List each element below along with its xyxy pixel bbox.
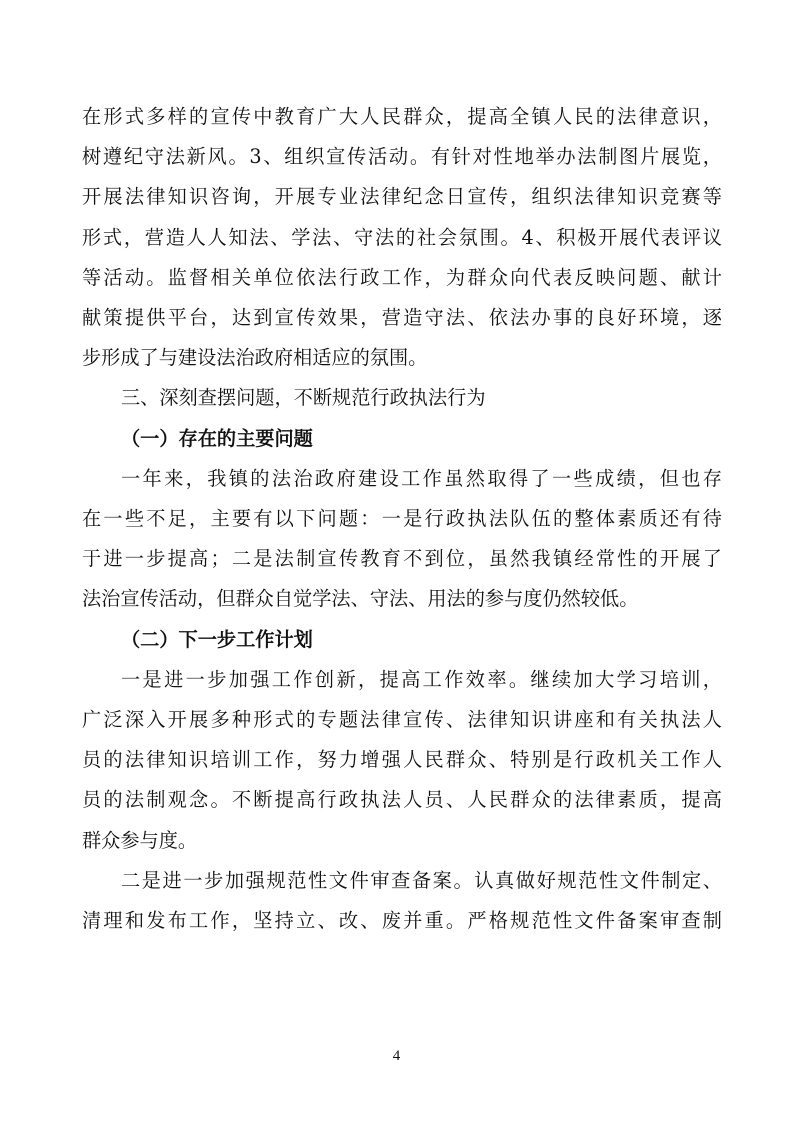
paragraph-line: 广泛深入开展多种形式的专题法律宣传、法律知识讲座和有关执法人 (82, 708, 722, 731)
paragraph-line: 在形式多样的宣传中教育广大人民群众，提高全镇人民的法律意识， (82, 105, 722, 128)
paragraph-line: 等活动。监督相关单位依法行政工作，为群众向代表反映问题、献计 (82, 266, 722, 289)
paragraph-line: 献策提供平台，达到宣传效果，营造守法、依法办事的良好环境，逐 (82, 306, 722, 329)
section-heading: 三、深刻查摆问题，不断规范行政执法行为 (121, 386, 486, 409)
paragraph-line: 员的法制观念。不断提高行政执法人员、人民群众的法律素质，提高 (82, 788, 722, 811)
paragraph-line: 员的法律知识培训工作，努力增强人民群众、特别是行政机关工作人 (82, 748, 722, 771)
paragraph-line: 一年来，我镇的法治政府建设工作虽然取得了一些成绩，但也存 (121, 467, 722, 490)
subsection-heading: （一）存在的主要问题 (121, 427, 313, 450)
paragraph-line: 二是进一步加强规范性文件审查备案。认真做好规范性文件制定、 (121, 869, 722, 892)
paragraph-line: 法治宣传活动，但群众自觉学法、守法、用法的参与度仍然较低。 (82, 587, 639, 610)
paragraph-line: 在一些不足，主要有以下问题：一是行政执法队伍的整体素质还有待 (82, 507, 722, 530)
paragraph-line: 清理和发布工作，坚持立、改、废并重。严格规范性文件备案审查制 (82, 909, 722, 932)
page-number: 4 (392, 1048, 401, 1064)
paragraph-line: 形式，营造人人知法、学法、守法的社会氛围。4、积极开展代表评议 (82, 226, 722, 249)
paragraph-line: 一是进一步加强工作创新，提高工作效率。继续加大学习培训， (121, 668, 722, 691)
paragraph-line: 树遵纪守法新风。3、组织宣传活动。有针对性地举办法制图片展览， (82, 145, 722, 168)
paragraph-line: 群众参与度。 (82, 829, 198, 852)
paragraph-line: 于进一步提高；二是法制宣传教育不到位，虽然我镇经常性的开展了 (82, 547, 722, 570)
paragraph-line: 开展法律知识咨询，开展专业法律纪念日宣传，组织法律知识竞赛等 (82, 185, 722, 208)
paragraph-line: 步形成了与建设法治政府相适应的氛围。 (82, 346, 428, 369)
subsection-heading: （二）下一步工作计划 (121, 628, 313, 651)
